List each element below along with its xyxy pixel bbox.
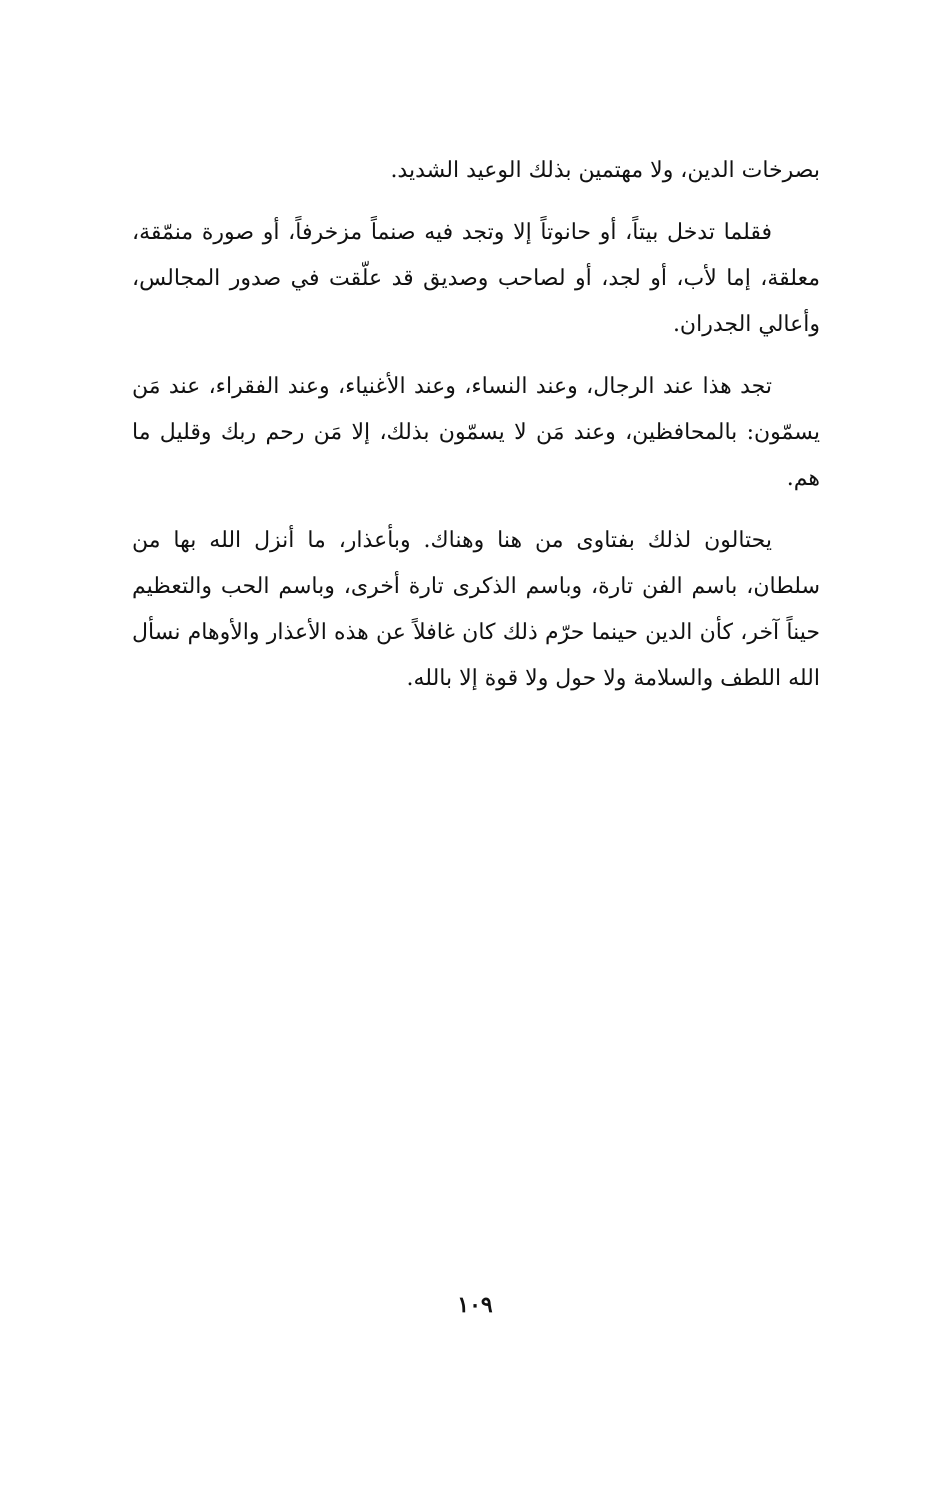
- paragraph-1: بصرخات الدين، ولا مهتمين بذلك الوعيد الشديد.: [390, 158, 820, 183]
- page-number: ١٠٩: [457, 1292, 493, 1318]
- body-text: [132, 148, 820, 718]
- paragraph-2: فقلما تدخل بيتاً، أو حانوتاً إلا وتجد فيه صنماً مزخرفاً، أو صورة منمّقة، معلقة، إما لأب، أو لجد، أو لصاحب وصديق قد علّقت في صدور المجالس، وأعالي الجدران.: [132, 220, 820, 337]
- paragraph-4: يحتالون لذلك بفتاوى من هنا وهناك. وبأعذار، ما أنزل الله بها من سلطان، باسم الفن تارة، وباسم الذكرى تارة أخرى، وباسم الحب والتعظيم حيناً آخر، كأن الدين حينما حرّم ذلك كان غافلاً عن هذه الأعذار والأوهام نسأل الله اللطف والسلامة ولا حول ولا قوة إلا بالله.: [132, 528, 820, 691]
- paragraph-3: تجد هذا عند الرجال، وعند النساء، وعند الأغنياء، وعند الفقراء، عند مَن يسمّون: بالمحافظين، وعند مَن لا يسمّون بذلك، إلا مَن رحم ربك وقليل ما هم.: [132, 374, 820, 491]
